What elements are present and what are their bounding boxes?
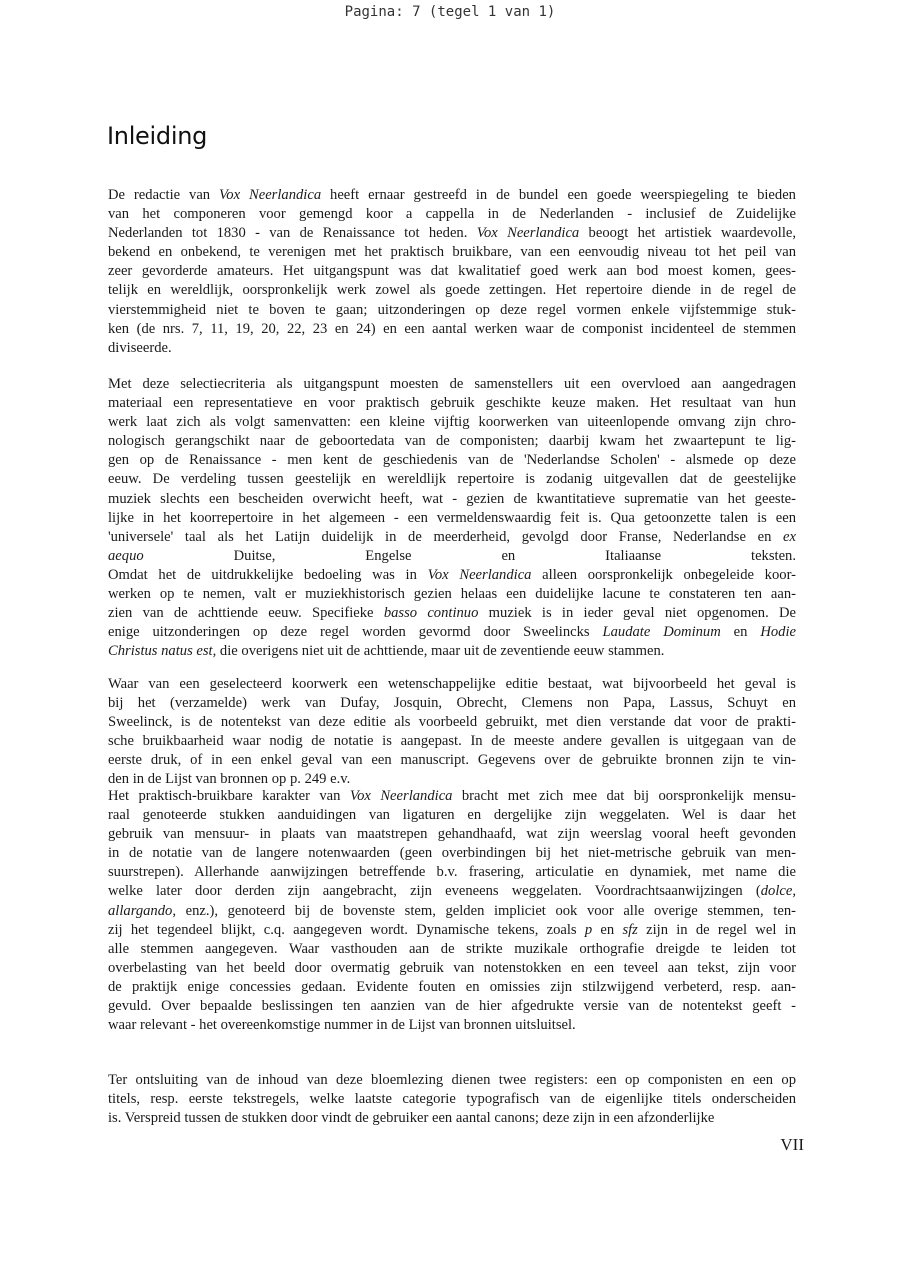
- text-line: [108, 978, 796, 997]
- text-line: [108, 1071, 796, 1090]
- text-line: [108, 882, 796, 901]
- text-line: [108, 1090, 796, 1109]
- text-line: [108, 281, 796, 300]
- text-line: [108, 787, 796, 806]
- text-line: [108, 642, 796, 661]
- text-segment: gen op de Renaissance - men kent de geschiedenis van de 'Nederlandse Scholen' - alsmede op deze: [108, 452, 796, 469]
- text-line: [108, 566, 796, 585]
- text-line: [108, 694, 796, 713]
- text-line: [108, 432, 796, 451]
- text-segment: gebruik van mensuur- in plaats van maatstrepen gehandhaafd, wat zijn weerslag vooral heeft gevonden: [108, 826, 796, 843]
- text-line: [108, 713, 796, 732]
- text-segment: de praktijk enige concessies gedaan. Evidente fouten en omissies zijn stilzwijgend verbeterd, resp. aan-: [108, 978, 796, 995]
- text-line: [108, 375, 796, 394]
- text-segment: materiaal een representatieve en voor praktisch gebruik geschikte keuze maken. Het resultaat van hun: [108, 395, 796, 412]
- text-segment: raal genoteerde stukken aanduidingen van ligaturen en dergelijke zijn weggelaten. Wel is daar het: [108, 807, 796, 824]
- italic-text: aequo: [108, 547, 144, 564]
- text-segment: diviseerde.: [108, 339, 172, 356]
- text-line: [108, 959, 796, 978]
- text-segment: beoogt het artistiek waardevolle,: [579, 225, 796, 242]
- text-line: [108, 451, 796, 470]
- text-segment: Sweelinck, is de notentekst van deze editie als voorbeeld gebruikt, met dien verstande dat voor de prakti-: [108, 714, 796, 731]
- text-segment: die overigens niet uit de achttiende, maar uit de zeventiende eeuw stammen.: [216, 643, 665, 660]
- text-segment: suurstrepen). Allerhande aanwijzingen betreffende b.v. frasering, articulatie en dynamiek, met name die: [108, 864, 796, 881]
- text-segment: ken (de nrs. 7, 11, 19, 20, 22, 23 en 24) en een aantal werken waar de componist incidenteel de stemmen: [108, 320, 796, 337]
- text-segment: welke later door derden zijn aangebracht, zijn eveneens weggelaten. Voordrachtsaanwijzingen (: [108, 883, 761, 900]
- text-segment: zijn in de regel wel in: [637, 921, 796, 938]
- italic-text: basso continuo: [383, 605, 479, 622]
- text-segment: zij het tegendeel blijkt, c.q. aangegeven wordt. Dynamische tekens, zoals: [108, 921, 585, 938]
- text-line: [108, 997, 796, 1016]
- text-segment: overbelasting van het beeld door overmatig gebruik van notenstokken en een teveel aan tekst, zijn voor: [108, 959, 796, 976]
- text-segment: muziek slechts een bescheiden overwicht heeft, wat - gezien de kwantitatieve suprematie van het geeste-: [108, 490, 796, 507]
- text-segment: alleen oorspronkelijk onbegeleide koor-: [531, 566, 796, 583]
- text-line: [108, 940, 796, 959]
- text-segment: telijk en wereldlijk, oorspronkelijk werk zowel als goede zettingen. Het repertoire diende in de regel de: [108, 282, 796, 299]
- text-segment: in de notatie van de langere notenwaarden (geen overbindingen bij het niet-metrische gebruik van men-: [108, 845, 796, 862]
- text-line: [108, 825, 796, 844]
- text-segment: heeft ernaar gestreefd in de bundel een goede weerspiegeling te bieden: [321, 187, 796, 203]
- text-segment: Waar van een geselecteerd koorwerk een wetenschappelijke editie bestaat, wat bijvoorbeeld het geval is: [108, 676, 796, 692]
- text-line: [108, 1016, 796, 1035]
- text-segment: gevuld. Over bepaalde beslissingen ten aanzien van de hier afgedrukte versie van de notentekst geeft -: [108, 998, 796, 1015]
- text-segment: waar relevant - het overeenkomstige nummer in de Lijst van bronnen uitsluitsel.: [108, 1017, 576, 1034]
- text-segment: De redactie van: [108, 187, 219, 203]
- paragraph-notation: [108, 787, 796, 1035]
- text-line: [108, 844, 796, 863]
- text-line: [108, 262, 796, 281]
- text-line: [108, 528, 796, 547]
- text-segment: Nederlanden tot 1830 - van de Renaissance tot heden.: [108, 225, 477, 242]
- text-line: [108, 1109, 796, 1128]
- text-segment: eerste druk, of in een enkel geval van een manuscript. Gegevens over de gebruikte bronnen zijn te vin-: [108, 752, 796, 769]
- text-segment: Omdat het de uitdrukkelijke bedoeling was in: [108, 566, 428, 583]
- text-line: [108, 186, 796, 205]
- text-segment: werken op te nemen, valt er muziekhistorisch gezien helaas een duidelijke lacune te constateren ten aan-: [108, 586, 796, 603]
- text-line: [108, 243, 796, 262]
- text-segment: den in de Lijst van bronnen op p. 249 e.v.: [108, 771, 351, 788]
- text-segment: Het praktisch-bruikbare karakter van: [108, 788, 350, 804]
- italic-text: Vox Neerlandica: [349, 788, 453, 804]
- paragraph-registers: [108, 1071, 796, 1128]
- italic-text: Laudate Dominum: [602, 624, 721, 641]
- italic-text: Vox Neerlandica: [219, 187, 322, 203]
- paragraph-intro: [108, 186, 796, 358]
- italic-text: sfz: [622, 921, 638, 938]
- text-segment: 'universele' taal als het Latijn duidelijk in de meerderheid, gevolgd door Franse, Nederlandse en: [108, 528, 784, 545]
- text-segment: eeuw. De verdeling tussen geestelijk en wereldlijk repertoire is zodanig uitgevallen dat de geestelijke: [108, 471, 796, 488]
- text-segment: Met deze selectiecriteria als uitgangspunt moesten de samenstellers uit een overvloed aan aangedragen: [108, 376, 796, 392]
- text-line: [108, 902, 796, 921]
- italic-text: dolce,: [760, 883, 796, 900]
- text-line: [108, 394, 796, 413]
- text-line: [108, 604, 796, 623]
- text-segment: zien van de achttiende eeuw. Specifieke: [108, 605, 384, 622]
- text-segment: bracht met zich mee dat bij oorspronkelijk mensu-: [452, 788, 796, 804]
- text-segment: Ter ontsluiting van de inhoud van deze bloemlezing dienen twee registers: een op componisten en een op: [108, 1072, 796, 1088]
- text-line: [108, 301, 796, 320]
- paragraph-selection: [108, 375, 796, 661]
- text-line: [108, 863, 796, 882]
- text-segment: muziek is in ieder geval niet opgenomen. De: [478, 605, 796, 622]
- text-segment: is. Verspreid tussen de stukken door vindt de gebruiker een aantal canons; deze zijn in een afzonderlijke: [108, 1110, 715, 1127]
- text-line: [108, 806, 796, 825]
- text-line: [108, 339, 796, 358]
- italic-text: Christus natus est,: [108, 643, 217, 660]
- text-segment: lijke in het koorrepertoire in het algemeen - een vermeldenswaardig feit is. Qua getoonzette talen is een: [108, 509, 796, 526]
- text-line: [108, 623, 796, 642]
- text-segment: bij het (verzamelde) werk van Dufay, Josquin, Obrecht, Clemens non Papa, Lassus, Schuyt en: [108, 695, 796, 712]
- paragraph-editions: [108, 675, 796, 790]
- italic-text: Vox Neerlandica: [427, 566, 532, 583]
- text-line: [108, 205, 796, 224]
- text-line: [108, 921, 796, 940]
- text-line: [108, 320, 796, 339]
- text-segment: werk laat zich als volgt samenvatten: een kleine vijftig koorwerken van uiteenlopende omvang zijn chro-: [108, 414, 796, 431]
- text-segment: enige uitzonderingen op deze regel worden gevormd door Sweelincks: [108, 624, 603, 641]
- text-segment: bekend en onbekend, te verenigen met het praktisch bruikbare, van een eenvoudig niveau tot het peil van: [108, 244, 796, 261]
- text-segment: zeer gevorderde amateurs. Het uitgangspunt was dat kwalitatief goed werk aan bod moest komen, gees-: [108, 263, 796, 280]
- text-line: [108, 413, 796, 432]
- text-segment: en: [720, 624, 761, 641]
- text-line: [108, 675, 796, 694]
- italic-text: Vox Neerlandica: [476, 225, 580, 242]
- page-header: Pagina: 7 (tegel 1 van 1): [344, 4, 556, 20]
- italic-text: p: [584, 921, 593, 938]
- text-segment: sche bruikbaarheid waar nodig de notatie is aangepast. In de meeste andere gevallen is uitgegaan van de: [108, 733, 796, 750]
- italic-text: allargando,: [108, 902, 176, 919]
- text-segment: van het componeren voor gemengd koor a cappella in de Nederlanden - inclusief de Zuidelijke: [108, 206, 796, 223]
- page-title: Inleiding: [107, 122, 208, 150]
- text-line: [108, 509, 796, 528]
- text-segment: alle stemmen aangegeven. Waar vasthouden aan de strikte muzikale orthografie dreigde te leiden tot: [108, 940, 796, 957]
- text-segment: Duitse, Engelse en Italiaanse teksten.: [143, 547, 796, 564]
- text-line: [108, 585, 796, 604]
- text-segment: titels, resp. eerste tekstregels, welke laatste categorie typografisch van de eigenlijke titels onderscheiden: [108, 1091, 796, 1108]
- text-segment: en: [592, 921, 623, 938]
- text-segment: enz.), genoteerd bij de bovenste stem, gelden impliciet ook voor alle overige stemmen, ten-: [175, 902, 796, 919]
- text-line: [108, 547, 796, 566]
- text-line: [108, 224, 796, 243]
- text-line: [108, 490, 796, 509]
- text-segment: nologisch gerangschikt naar de geboortedata van de componisten; daarbij kwam het zwaartepunt te lig-: [108, 433, 796, 450]
- italic-text: ex: [783, 528, 796, 545]
- text-line: [108, 732, 796, 751]
- text-line: [108, 470, 796, 489]
- italic-text: Hodie: [760, 624, 797, 641]
- text-segment: vierstemmigheid niet te boven te gaan; uitzonderingen op deze regel vormen enkele vijfstemmige stuk-: [108, 301, 796, 318]
- text-line: [108, 751, 796, 770]
- page-number: VII: [780, 1135, 804, 1154]
